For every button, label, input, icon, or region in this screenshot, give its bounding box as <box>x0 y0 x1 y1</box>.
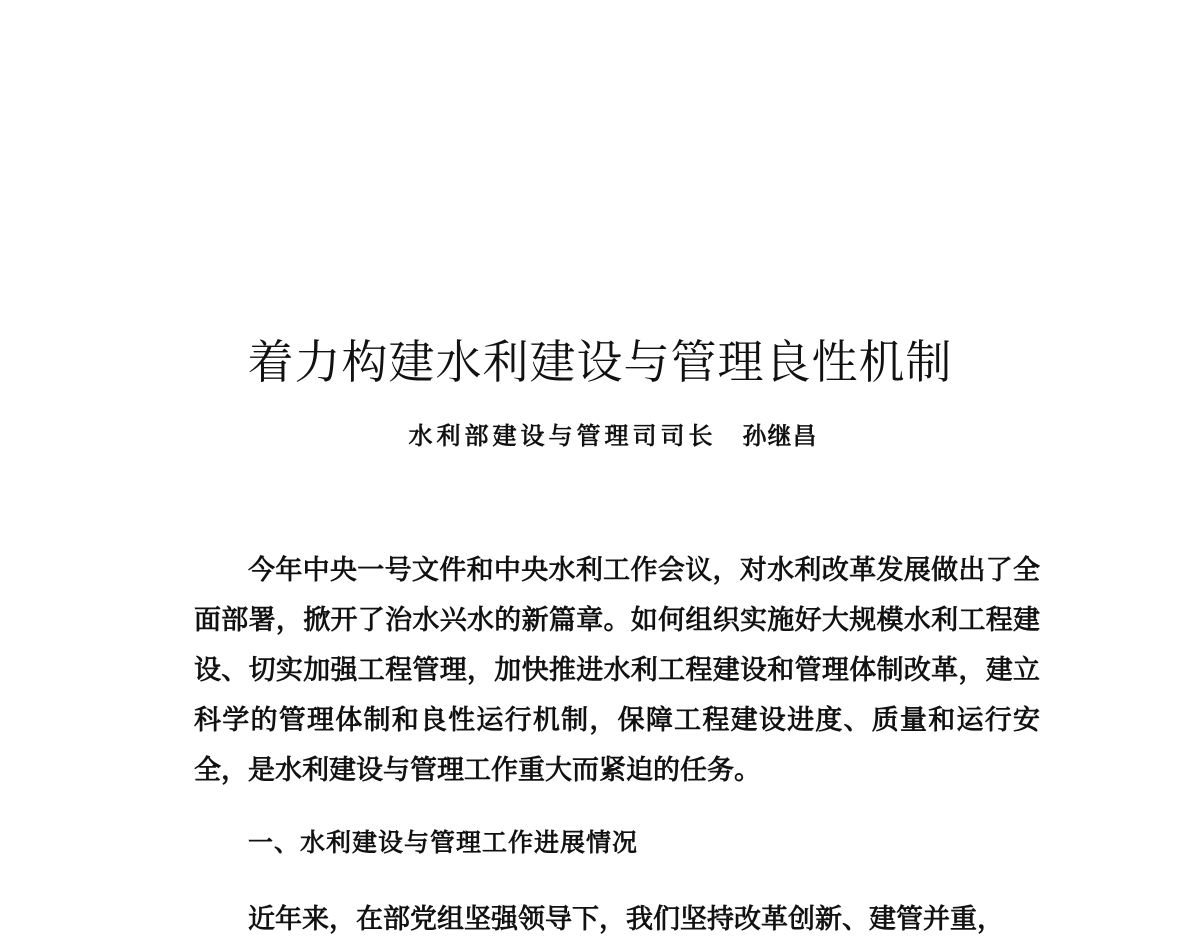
section-heading: 一、水利建设与管理工作进展情况 <box>248 828 639 857</box>
author-name: 孙继昌 <box>742 422 818 450</box>
section-paragraph: 近年来，在部党组坚强领导下，我们坚持改革创新、建管并重， <box>248 904 1004 935</box>
document-title: 着力构建水利建设与管理良性机制 <box>247 335 953 389</box>
byline <box>0 420 1200 452</box>
author-affiliation: 水利部建设与管理司司长 <box>408 422 717 450</box>
intro-paragraph: 今年中央一号文件和中央水利工作会议，对水利改革发展做出了全面部署，掀开了治水兴水的新篇章。如何组织实施好大规模水利工程建设、切实加强工程管理，加快推进水利工程建设和管理体制改革，建立科学的管理体制和良性运行机制，保障工程建设进度、质量和运行安全，是水利建设与管理工作重大而紧迫的任务。 <box>194 555 1040 786</box>
